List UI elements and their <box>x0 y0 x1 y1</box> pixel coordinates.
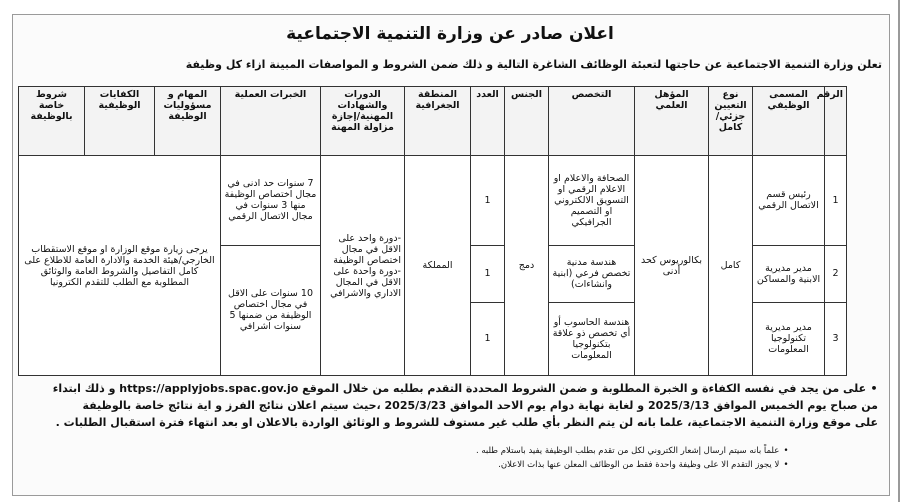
row-job-title: مدير مديرية تكنولوجيا المعلومات <box>753 302 825 375</box>
notes-block <box>18 380 878 431</box>
small-note-1: علماً بانه سيتم ارسال إشعار الكتروني لكل من تقدم بطلب الوظيفة يفيد باستلام طلبه . <box>475 446 780 456</box>
header-gender: الجنس <box>505 87 549 156</box>
courses-cell: -دورة واحد على الاقل في مجال اختصاص الوظيفة -دورة واحدة على الاقل في المجال الاداري والاشرافي <box>321 156 405 376</box>
small-note-item <box>90 458 790 472</box>
header-specialization: التخصص <box>549 87 635 156</box>
table-header-row <box>19 87 847 156</box>
header-competencies: الكفايات الوظيفية <box>85 87 155 156</box>
header-qualification: المؤهل العلمي <box>635 87 709 156</box>
announcement-title: اعلان صادر عن وزارة التنمية الاجتماعية <box>286 24 614 44</box>
header-special-conditions: شروط خاصة بالوظيفة <box>19 87 85 156</box>
small-note-item <box>90 444 790 458</box>
header-tasks: المهام و مسؤوليات الوظيفة <box>155 87 221 156</box>
row-number: 3 <box>825 302 847 375</box>
experience-cell-1: 7 سنوات حد ادنى في مجال اختصاص الوظيفة منها 3 سنوات في مجال الاتصال الرقمي <box>221 156 321 246</box>
header-count: العدد <box>471 87 505 156</box>
header-experience: الخبرات العملية <box>221 87 321 156</box>
note-line-2: من صباح يوم الخميس الموافق 2025/3/13 و لغاية نهاية دوام يوم الاحد الموافق 2025/3/23 ،حيث سيتم اعلان نتائج الفرز و اية نتائج خاصة بالوظيفة <box>82 399 878 412</box>
qualification-cell: بكالوريوس كحد أدنى <box>635 156 709 376</box>
row-job-title: رئيس قسم الاتصال الرقمي <box>753 156 825 246</box>
row-count: 1 <box>471 302 505 375</box>
jobs-table <box>18 86 847 376</box>
table-row <box>19 156 847 246</box>
header-courses: الدورات والشهادات المهنية/إجازة مزاولة المهنة <box>321 87 405 156</box>
row-job-title: مدير مديرية الابنية والمساكن <box>753 245 825 302</box>
row-count: 1 <box>471 156 505 246</box>
appointment-type-cell: كامل <box>709 156 753 376</box>
apply-url-link[interactable]: https://applyjobs.spac.gov.jo <box>119 382 299 395</box>
row-number: 2 <box>825 245 847 302</box>
note-line-1 <box>18 380 878 397</box>
header-appointment-type: نوع التعيين جزئي/كامل <box>709 87 753 156</box>
note-line-3: على موقع وزارة التنمية الاجتماعية، علما بانه لن يتم النظر بأي طلب غير مستوف للشروط و الوثائق الواردة بالاعلان او بعد انتهاء فترة استقبال الطلبات . <box>55 416 878 429</box>
small-note-2: لا يجوز التقدم الا على وظيفة واحدة فقط من الوظائف المعلن عنها بذات الاعلان. <box>498 460 780 470</box>
row-specialization: هندسة مدنية تخصص فرعي (ابنية وانشاءات) <box>549 245 635 302</box>
tasks-competencies-conditions-cell: يرجى زيارة موقع الوزارة او موقع الاستقطاب الخارجي/هيئة الخدمة والادارة العامة للاطلاع على كامل التفاصيل والشروط العامة والوثائق المطلوبة مع الطلب للتقدم الكترونيا <box>19 156 221 376</box>
intro-text: تعلن وزارة التنمية الاجتماعية عن حاجتها لتعبئة الوظائف الشاغرة التالية و ذلك ضمن الشروط و المواصفات المبينة ازاء كل وظيفة <box>185 58 882 71</box>
small-notes-block <box>90 444 790 472</box>
bullet-icon: • <box>783 460 789 470</box>
note-line-1-start: على من يجد في نفسه الكفاءة و الخبرة المطلوبة و ضمن الشروط المحددة التقدم بطلبه من خلال الموقع <box>302 382 867 395</box>
bullet-icon: • <box>783 446 789 456</box>
bullet-icon: • <box>870 382 878 395</box>
gender-cell: دمج <box>505 156 549 376</box>
experience-cell-2: 10 سنوات على الاقل في مجال اختصاص الوظيفة من ضمنها 5 سنوات اشرافي <box>221 245 321 375</box>
row-count: 1 <box>471 245 505 302</box>
row-specialization: هندسة الحاسوب أو أي تخصص ذو علاقة بتكنولوجيا المعلومات <box>549 302 635 375</box>
header-job-title: المسمى الوظيفي <box>753 87 825 156</box>
note-line-1-end: و ذلك ابتداء <box>52 382 116 395</box>
region-cell: المملكة <box>405 156 471 376</box>
header-region: المنطقة الجغرافية <box>405 87 471 156</box>
header-number: الرقم <box>825 87 847 156</box>
row-number: 1 <box>825 156 847 246</box>
row-specialization: الصحافة والاعلام او الاعلام الرقمي او التسويق الالكتروني او التصميم الجرافيكي <box>549 156 635 246</box>
